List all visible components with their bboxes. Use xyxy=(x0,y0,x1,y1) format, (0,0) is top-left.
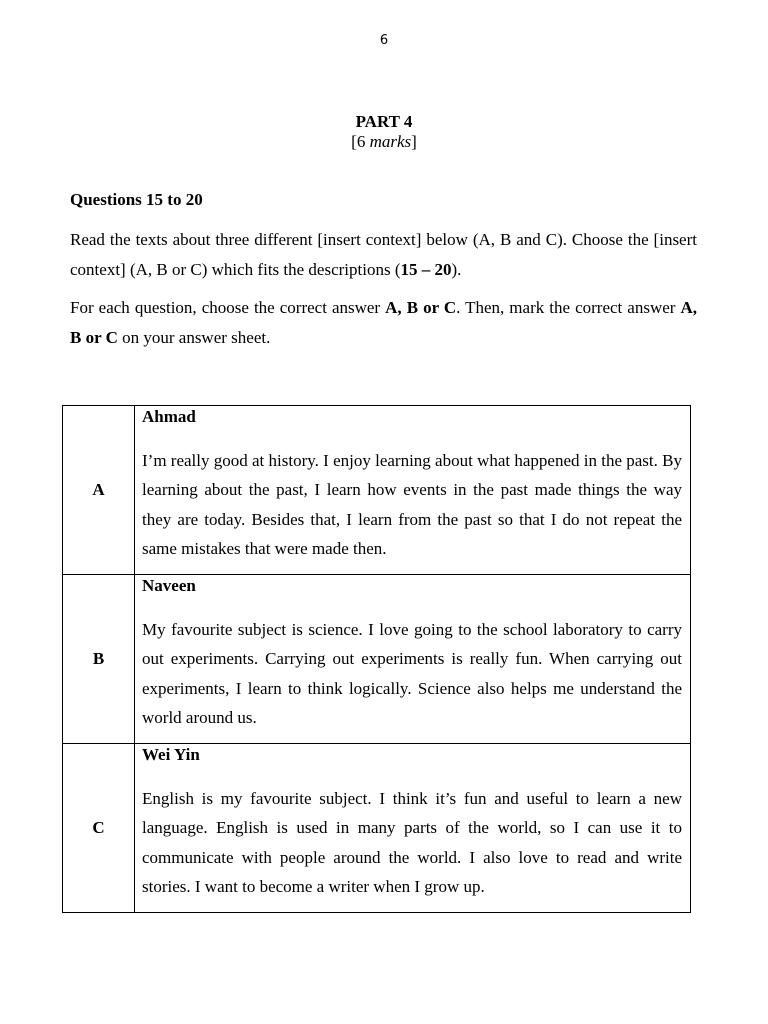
table-row xyxy=(63,575,691,744)
person-text: English is my favourite subject. I think it’s fun and useful to learn a new language. English is used in many parts of the world, so I can use it to communicate with people around the world. I also love to read and write stories. I want to become a writer when I grow up. xyxy=(142,789,682,897)
option-letter: B xyxy=(63,575,135,744)
person-name: Naveen xyxy=(142,576,196,595)
option-letter: A xyxy=(63,406,135,575)
table-row xyxy=(63,406,691,575)
marks-word: marks xyxy=(369,132,412,151)
instruction-paragraph-2 xyxy=(70,293,697,352)
text-cell xyxy=(135,575,691,744)
text-cell xyxy=(135,406,691,575)
person-name: Wei Yin xyxy=(142,745,200,764)
texts-table xyxy=(62,405,691,913)
instruction-2-part-c: . Then, mark the correct answer xyxy=(456,298,681,317)
answer-options-bold-1: A, B or C xyxy=(385,298,457,317)
page-number: 6 xyxy=(379,33,389,48)
person-text: My favourite subject is science. I love going to the school laboratory to carry out experiments. Carrying out experiments is really fun. When carrying out experiments, I learn to think logically. Science also helps me understand the world around us. xyxy=(142,620,682,728)
person-text: I’m really good at history. I enjoy learning about what happened in the past. By learning about the past, I learn how events in the past made things the way they are today. Besides that, I learn from the past so that I do not repeat the same mistakes that were made then. xyxy=(142,451,682,559)
instruction-2-part-e: on your answer sheet. xyxy=(117,327,271,347)
option-letter: C xyxy=(63,744,135,913)
person-name: Ahmad xyxy=(142,407,196,426)
marks-close: ] xyxy=(411,132,417,151)
question-range: 15 – 20 xyxy=(400,259,452,279)
part-heading xyxy=(0,112,768,152)
instruction-1-text: Read the texts about three different [insert context] below (A, B and C). Choose the [insert context] (A, B or C) which fits the descriptions ( xyxy=(70,230,697,279)
text-cell xyxy=(135,744,691,913)
table-row xyxy=(63,744,691,913)
instruction-2-part-a: For each question, choose the correct answer xyxy=(70,298,386,317)
answer-options-bold-2: A, B or C xyxy=(70,298,697,347)
part-marks xyxy=(0,132,768,152)
instruction-paragraph-1 xyxy=(70,225,697,284)
marks-open: [6 xyxy=(351,132,370,151)
instruction-1-end: ). xyxy=(451,259,462,279)
part-title: PART 4 xyxy=(355,112,413,131)
questions-heading: Questions 15 to 20 xyxy=(70,190,203,209)
